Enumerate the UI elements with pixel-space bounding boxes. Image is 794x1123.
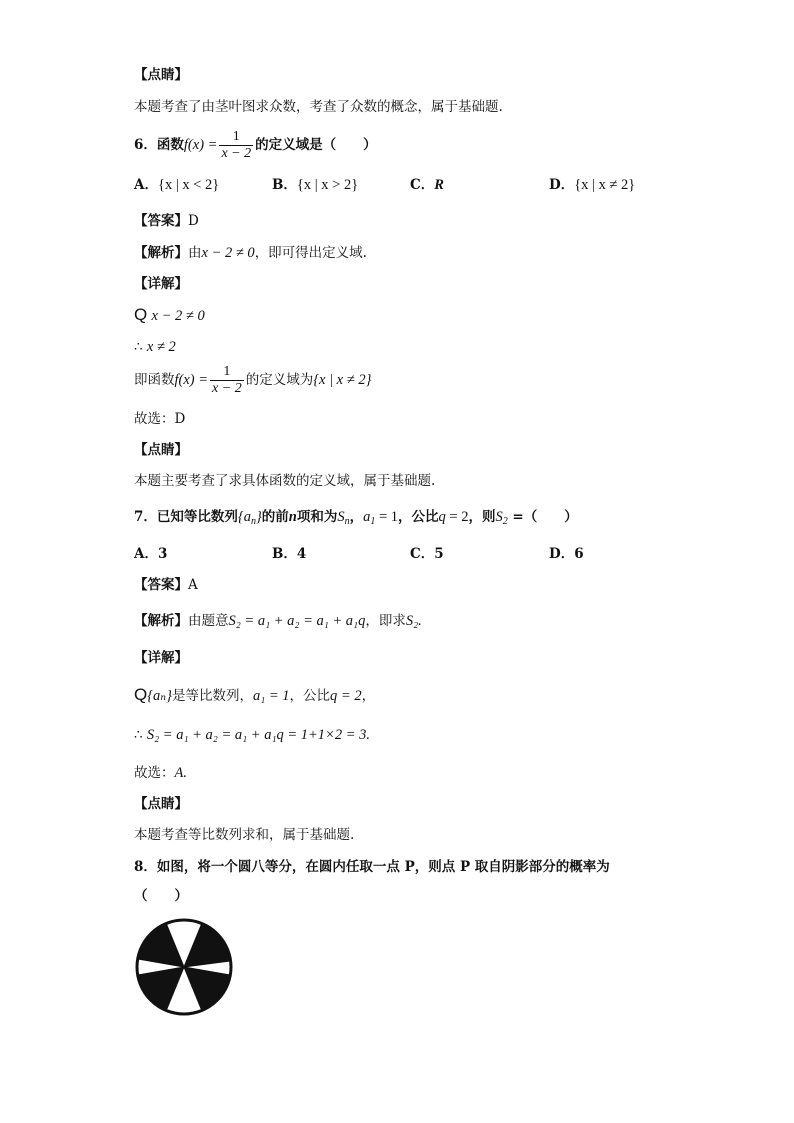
- q6-step-2: ∴ x ≠ 2: [134, 339, 176, 355]
- q6-choose: 故选：D: [134, 411, 186, 427]
- octant-circle-figure: [134, 918, 234, 1016]
- q7-option-a: A．3: [134, 546, 168, 562]
- q7-option-c: C．5: [410, 546, 444, 562]
- q7-option-b: B．4: [272, 546, 307, 562]
- q6-option-c: C．R: [410, 177, 444, 193]
- q6-option-a: A．{x | x < 2}: [134, 177, 220, 193]
- q6-step-3: 即函数f(x) = $\frac{1}{x - 2}$ 的定义域为{x | x ≠ 2}: [134, 364, 372, 396]
- q6-frac-den: x − 2: [221, 146, 252, 161]
- q7-dianjing-text: 本题考查等比数列求和，属于基础题.: [134, 827, 355, 843]
- q6-detail-tag: 【详解】: [134, 276, 188, 292]
- q6-answer: 【答案】D: [134, 213, 199, 229]
- q6-option-b: B．{x | x > 2}: [272, 177, 359, 193]
- dianjing-tag-5: 【点睛】: [134, 67, 188, 83]
- q6-suffix: 的定义域是（ ）: [255, 137, 377, 153]
- q6-step-1: Q x − 2 ≠ 0: [134, 305, 205, 324]
- q6-number: 6．函数: [134, 137, 184, 153]
- q6-step3-fraction: $\frac{1}{x - 2}$: [212, 364, 242, 396]
- q6-fraction: [219, 129, 253, 162]
- q6-options: [0, 176, 794, 194]
- q7-answer: 【答案】A: [134, 577, 198, 593]
- q7-dianjing-tag: 【点睛】: [134, 796, 188, 812]
- question-7: 7．已知等比数列$\{a_n\}$的前n项和为$S_n$，$a_1 = 1$，公比q = 2，则$S_2$ =（ ）: [134, 509, 578, 527]
- q7-option-d: D．6: [549, 546, 584, 562]
- q6-dianjing-text: 本题主要考查了求具体函数的定义域，属于基础题.: [134, 473, 436, 489]
- question-6: [134, 128, 377, 162]
- q7-choose: 故选：A.: [134, 765, 187, 781]
- q6-analysis: 【解析】由x − 2 ≠ 0，即可得出定义域.: [134, 245, 367, 261]
- q7-analysis: 【解析】由题意S₂ = a₁ + a₂ = a₁ + a₁q，即求S₂.: [134, 613, 422, 629]
- q6-frac-num: 1: [232, 129, 240, 144]
- q7-step-1: Q{aₙ}是等比数列，a₁ = 1，公比q = 2，: [134, 685, 376, 704]
- q6-option-d: D．{x | x ≠ 2}: [549, 177, 636, 193]
- dianjing-text-5: 本题考查了由茎叶图求众数，考查了众数的概念，属于基础题.: [134, 99, 503, 115]
- q7-step-2: ∴ S₂ = a₁ + a₂ = a₁ + a₁q = 1+1×2 = 3.: [134, 727, 370, 743]
- q7-detail-tag: 【详解】: [134, 650, 188, 666]
- q7-options: [0, 545, 794, 563]
- q6-func: f(x) =: [183, 137, 218, 153]
- question-8-paren: （ ）: [134, 888, 188, 904]
- q6-dianjing-tag: 【点睛】: [134, 442, 188, 458]
- question-8: 8．如图，将一个圆八等分，在圆内任取一点 P，则点 P 取自阴影部分的概率为: [134, 859, 610, 875]
